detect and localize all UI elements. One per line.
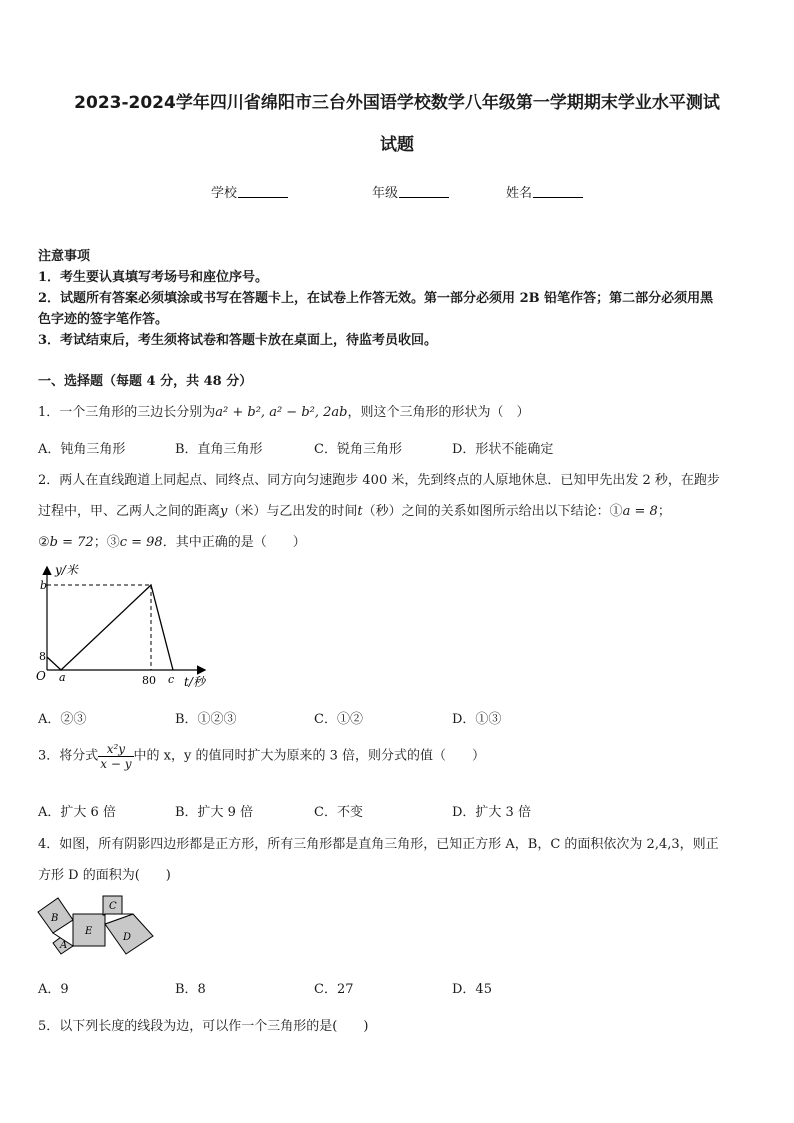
q2-option-b[interactable]: B．①②③ <box>175 712 237 727</box>
q2-var-t: t <box>357 504 363 519</box>
question-3 <box>38 742 485 771</box>
q2-text: ．其中正确的是（ ） <box>162 535 306 550</box>
q3-option-a[interactable]: A．扩大 6 倍 <box>38 805 116 820</box>
name-blank[interactable] <box>533 185 583 198</box>
q2-option-c[interactable]: C．①② <box>314 712 363 727</box>
q3-suffix: 中的 x，y 的值同时扩大为原来的 3 倍，则分式的值（ ） <box>133 748 485 764</box>
q1-option-d[interactable]: D．形状不能确定 <box>452 442 554 457</box>
q2-option-a[interactable]: A．②③ <box>38 712 87 727</box>
q3-option-d[interactable]: D．扩大 3 倍 <box>452 805 531 820</box>
notes-item-1: 1．考生要认真填写考场号和座位序号。 <box>38 270 269 285</box>
label-c: C <box>109 901 117 912</box>
name-label: 姓名 <box>506 186 533 201</box>
label-c: c <box>168 673 175 686</box>
notes-item-3: 3．考试结束后，考生须将试卷和答题卡放在桌面上，待监考员收回。 <box>38 333 438 348</box>
origin-label: O <box>36 669 46 683</box>
q4-squares-figure <box>34 890 164 960</box>
school-label: 学校 <box>211 186 238 201</box>
q1-prefix: 1．一个三角形的三边长分别为 <box>38 405 216 420</box>
q2-text: （米）与乙出发的时间 <box>227 504 358 519</box>
grade-field[interactable] <box>372 182 449 201</box>
q2-line-1: 2．两人在直线跑道上同起点、同终点、同方向匀速跑步 400 米，先到终点的人原地休息．已知甲先出发 2 秒，在跑步 <box>38 473 720 488</box>
q2-text: 过程中，甲、乙两人之间的距离 <box>38 504 221 519</box>
q4-option-d[interactable]: D．45 <box>452 982 492 997</box>
q1-option-b[interactable]: B．直角三角形 <box>175 442 263 457</box>
q2-conclusion-2: b = 72 <box>49 535 94 550</box>
grade-label: 年级 <box>372 186 399 201</box>
exam-title-line2: 试题 <box>380 135 414 155</box>
distance-curve <box>47 585 173 670</box>
q3-fraction <box>98 742 133 771</box>
q3-option-b[interactable]: B．扩大 9 倍 <box>175 805 254 820</box>
q2-text: ② <box>38 535 50 550</box>
q1-option-c[interactable]: C．锐角三角形 <box>314 442 402 457</box>
q4-option-a[interactable]: A．9 <box>38 982 69 997</box>
q1-suffix: ，则这个三角形的形状为（ ） <box>347 405 530 420</box>
section-heading: 一、选择题（每题 4 分，共 48 分） <box>38 374 253 389</box>
q1-option-a[interactable]: A．钝角三角形 <box>38 442 126 457</box>
q2-text: ；③ <box>93 535 120 550</box>
q3-denominator: x − y <box>100 757 132 771</box>
label-a: a <box>59 671 66 684</box>
q2-distance-time-graph <box>34 560 219 695</box>
x-axis-label: t/秒 <box>184 675 205 689</box>
question-1 <box>38 401 529 420</box>
label-d: D <box>123 932 132 943</box>
q3-option-c[interactable]: C．不变 <box>314 805 363 820</box>
notes-heading: 注意事项 <box>38 249 91 264</box>
label-8: 8 <box>39 650 46 663</box>
q2-conclusion-3: c = 98 <box>119 535 163 550</box>
label-b: b <box>40 579 48 592</box>
label-e: E <box>85 926 93 937</box>
y-axis-label: y/米 <box>55 563 78 577</box>
q2-line-2 <box>38 500 671 519</box>
notes-item-2b: 色字迹的签字笔作答。 <box>38 312 169 327</box>
name-field[interactable] <box>506 182 583 201</box>
exam-title-line1: 2023-2024学年四川省绵阳市三台外国语学校数学八年级第一学期期末学业水平测试 <box>74 93 720 113</box>
q2-line-3 <box>38 531 306 550</box>
q2-option-d[interactable]: D．①③ <box>452 712 502 727</box>
q4-option-b[interactable]: B．8 <box>175 982 206 997</box>
q4-option-c[interactable]: C．27 <box>314 982 354 997</box>
q2-text: ； <box>657 504 671 519</box>
notes-item-2a: 2．试题所有答案必须填涂或书写在答题卡上，在试卷上作答无效。第一部分必须用 2B 铅笔作答；第二部分必须用黑 <box>38 291 714 306</box>
label-b: B <box>51 913 59 924</box>
q2-var-y: y <box>220 504 228 519</box>
q2-text: （秒）之间的关系如图所示给出以下结论：① <box>362 504 623 519</box>
school-blank[interactable] <box>238 185 288 198</box>
q3-prefix: 3．将分式 <box>38 748 99 764</box>
q2-conclusion-1: a = 8 <box>622 504 658 519</box>
label-80: 80 <box>142 674 156 687</box>
school-field[interactable] <box>211 182 288 201</box>
label-a: A <box>60 940 68 951</box>
q3-numerator: x²y <box>98 742 133 757</box>
q1-expression: a² + b², a² − b², 2ab <box>215 405 348 420</box>
grade-blank[interactable] <box>399 185 449 198</box>
q4-line-2: 方形 D 的面积为( ) <box>38 868 171 883</box>
question-5: 5．以下列长度的线段为边，可以作一个三角形的是( ) <box>38 1019 369 1034</box>
q4-line-1: 4．如图，所有阴影四边形都是正方形，所有三角形都是直角三角形，已知正方形 A，B，C 的面积依次为 2,4,3，则正 <box>38 837 719 852</box>
